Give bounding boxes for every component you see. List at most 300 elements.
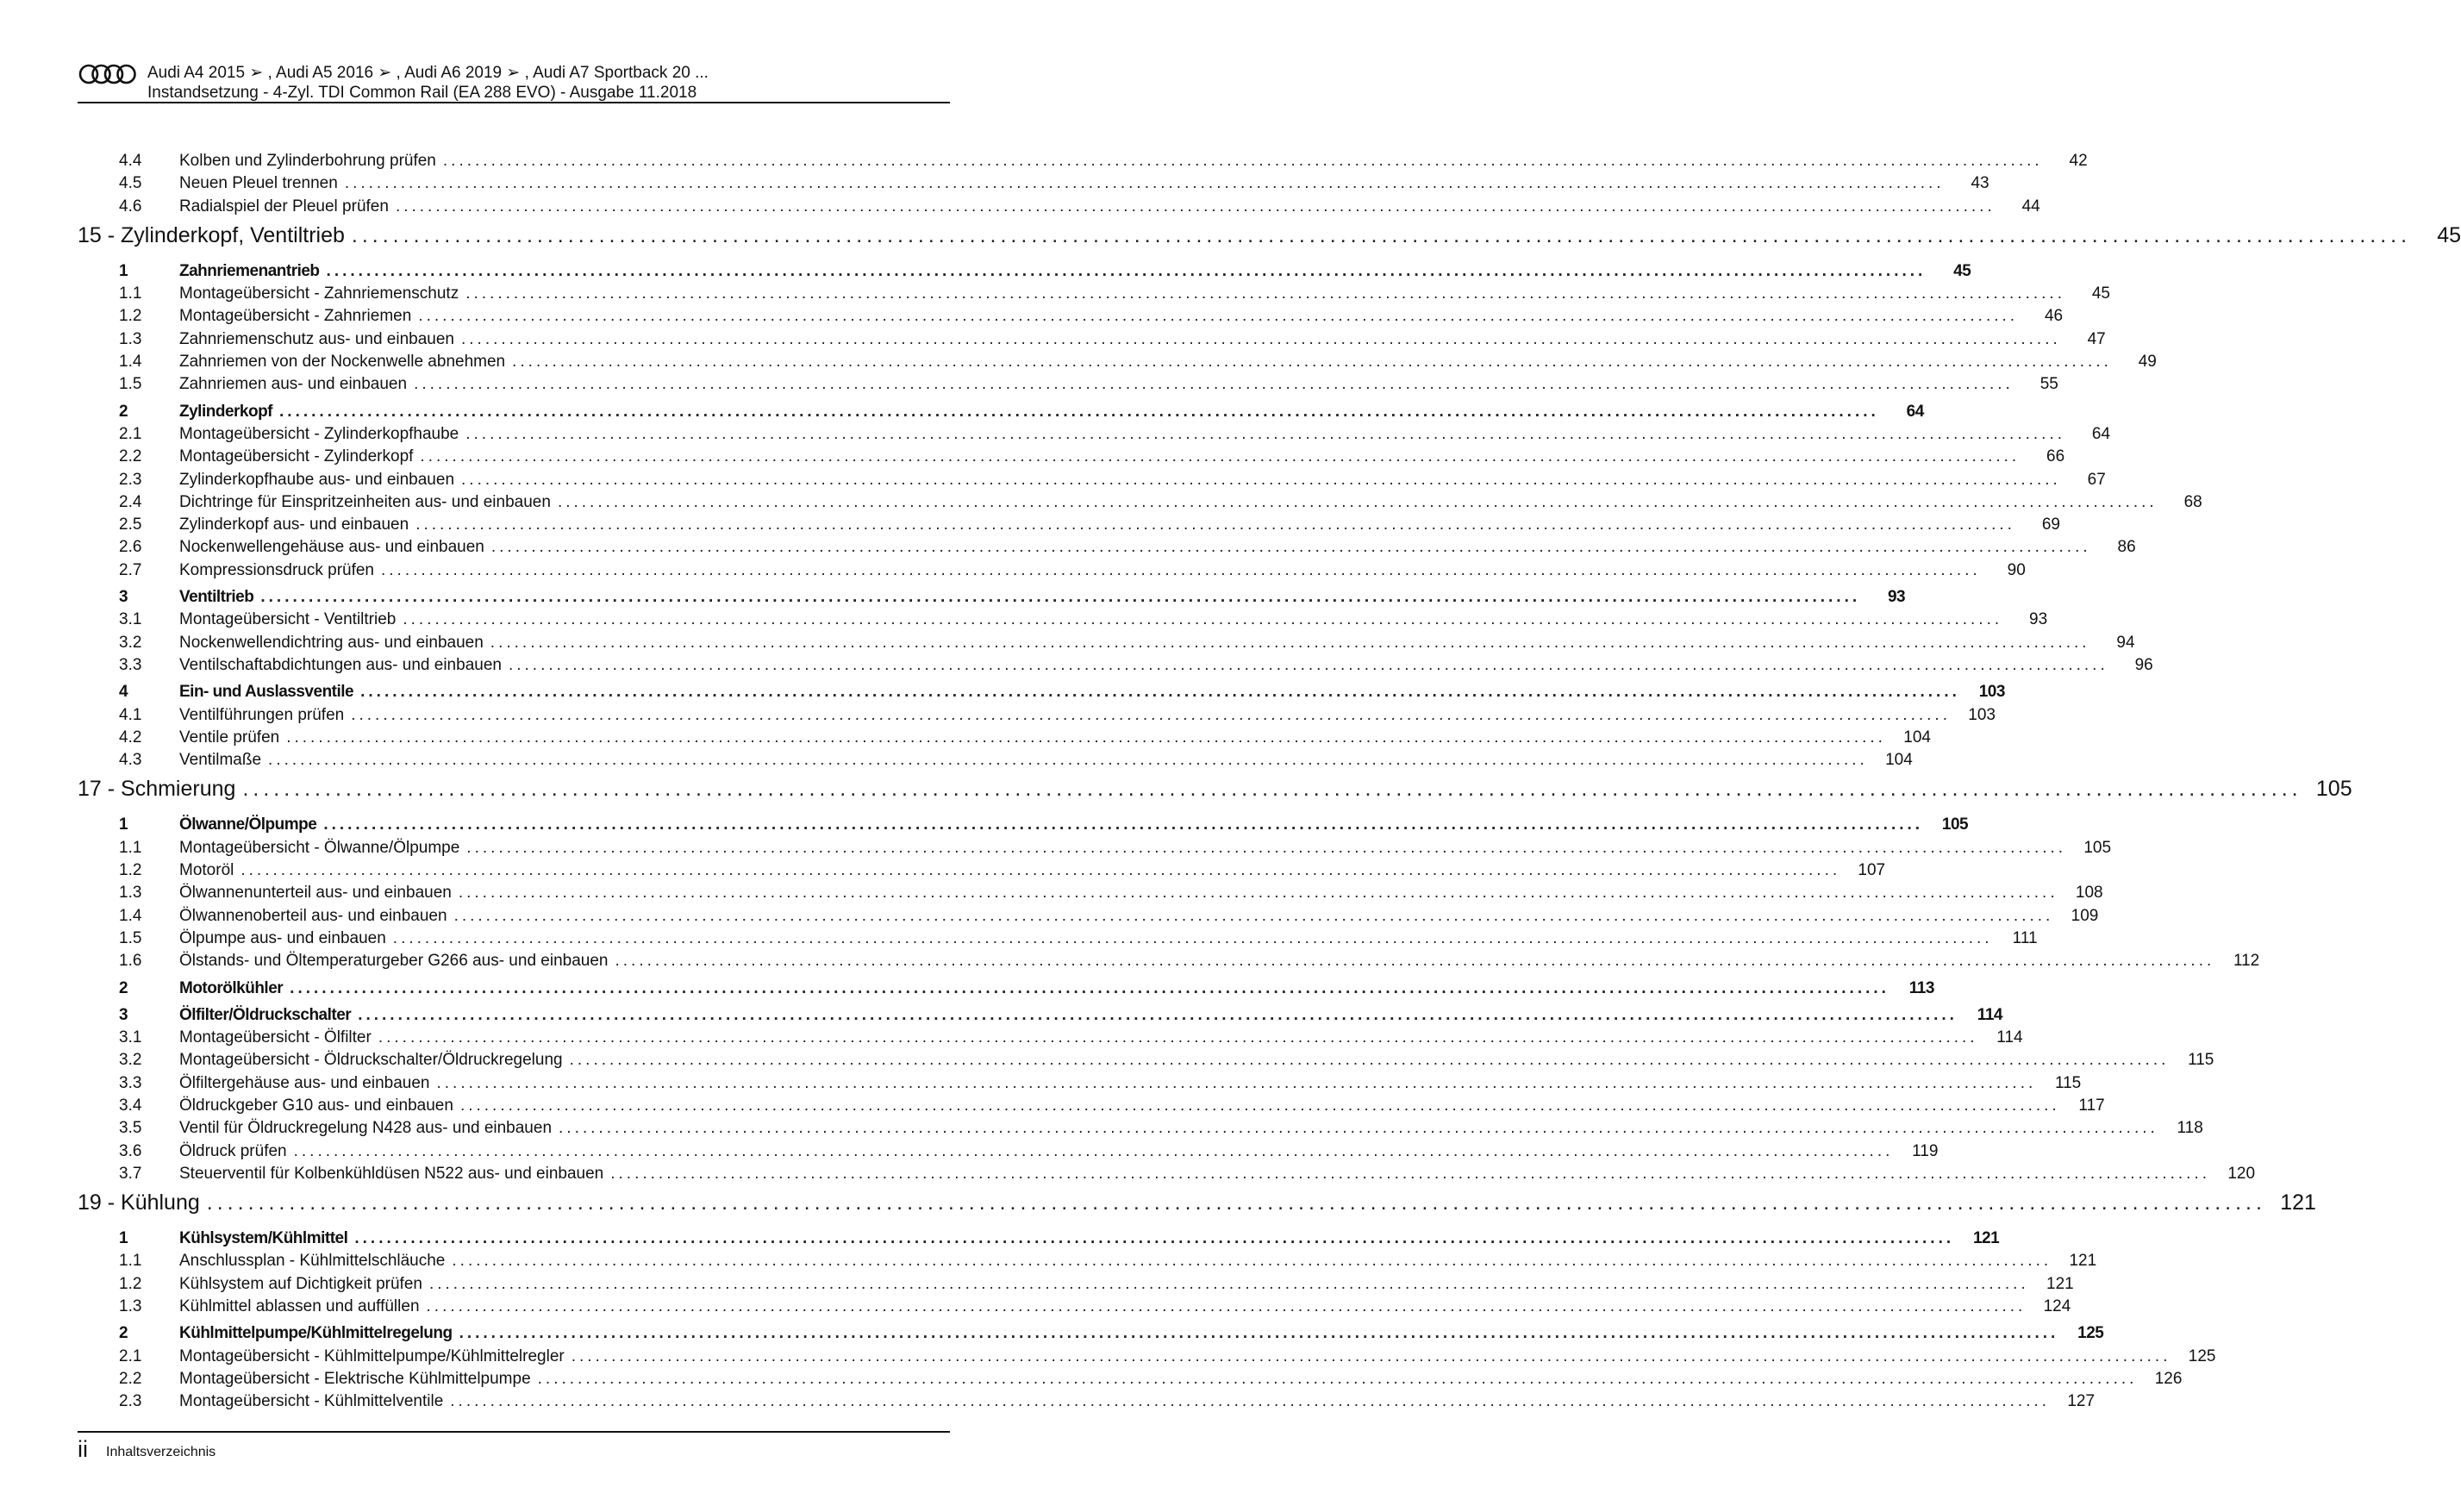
toc-page-number: 127 [2067, 1392, 2096, 1411]
toc-number: 2.3 [119, 470, 142, 489]
toc-dot-leader: ........................................................................................................................................................................................................ [326, 261, 1927, 280]
toc-title: 17 - Schmierung [78, 777, 242, 802]
toc-entry[interactable] [78, 515, 2060, 538]
toc-dot-leader: ........................................................................................................................................................................................................ [465, 284, 2065, 303]
toc-number: 1.4 [119, 906, 142, 925]
toc-entry[interactable] [78, 884, 2103, 906]
toc-number: 1.5 [119, 375, 142, 394]
toc-title: Neuen Pleuel trennen [179, 174, 345, 193]
toc-leader [179, 1274, 2074, 1294]
toc-dot-leader: ........................................................................................................................................................................................................ [240, 861, 1841, 880]
toc-dot-leader: ........................................................................................................................................................................................................ [418, 307, 2019, 326]
toc-number: 2.4 [119, 492, 142, 511]
toc-entry[interactable] [78, 1392, 2096, 1415]
toc-title: Zahnriemen von der Nockenwelle abnehmen [179, 353, 512, 372]
toc-page-number: 121 [2046, 1274, 2074, 1293]
toc-number: 1.2 [119, 861, 142, 880]
toc-page-number: 107 [1858, 861, 1886, 880]
toc-entry[interactable] [78, 1274, 2074, 1297]
toc-number: 2.1 [119, 424, 142, 443]
toc-page-number: 45 [2437, 222, 2461, 247]
toc-number: 3.4 [119, 1096, 142, 1115]
toc-number: 3.1 [119, 610, 142, 629]
toc-dot-leader: ........................................................................................................................................................................................................ [260, 588, 1861, 607]
toc-entry[interactable] [78, 1141, 1939, 1165]
toc-number: 2.1 [119, 1346, 142, 1365]
toc-title: Motoröl [179, 861, 240, 880]
toc-entry[interactable] [78, 655, 2153, 678]
toc-leader [179, 1392, 2096, 1411]
toc-leader [179, 152, 2088, 171]
toc-dot-leader: ........................................................................................................................................................................................................ [242, 777, 2302, 802]
toc-page-number: 112 [2233, 952, 2260, 971]
toc-title: Zahnriemenschutz aus- und einbauen [179, 330, 461, 349]
toc-entry[interactable] [78, 538, 2136, 560]
toc-leader [179, 307, 2064, 326]
toc-number: 2 [119, 402, 128, 421]
toc-number: 4.5 [119, 174, 142, 193]
toc-dot-leader: ........................................................................................................................................................................................................ [286, 728, 1886, 747]
toc-entry[interactable] [78, 1164, 2256, 1187]
toc-page-number: 113 [1908, 978, 1934, 997]
toc-leader [179, 492, 2202, 512]
toc-dot-leader: ........................................................................................................................................................................................................ [508, 655, 2108, 674]
toc-title: Ölwannenoberteil aus- und einbauen [179, 907, 454, 926]
toc-title: Zahnriemen aus- und einbauen [179, 375, 414, 394]
toc-leader [179, 1073, 2082, 1093]
toc-leader [78, 777, 2352, 802]
toc-page-number: 109 [2071, 906, 2099, 925]
toc-title: Nockenwellendichtring aus- und einbauen [179, 634, 490, 653]
toc-number: 3.1 [119, 1028, 142, 1047]
toc-dot-leader: ........................................................................................................................................................................................................ [290, 978, 1889, 997]
toc-title: Kühlmittelpumpe/Kühlmittelregelung [179, 1324, 459, 1343]
toc-page-number: 126 [2154, 1369, 2183, 1388]
toc-page-number: 121 [2069, 1252, 2097, 1271]
toc-entry[interactable] [78, 610, 2048, 633]
toc-leader [179, 1164, 2256, 1184]
toc-entry[interactable] [78, 1096, 2105, 1119]
toc-leader [179, 1119, 2203, 1138]
toc-title: Ölwannenunterteil aus- und einbauen [179, 884, 459, 903]
toc-title: Nockenwellengehäuse aus- und einbauen [179, 538, 491, 557]
toc-title: Dichtringe für Einspritzeinheiten aus- und einbauen [179, 493, 558, 512]
toc-title: Montageübersicht - Kühlmittelventile [179, 1392, 450, 1411]
toc-leader [179, 1324, 2104, 1343]
toc-dot-leader: ........................................................................................................................................................................................................ [571, 1346, 2171, 1365]
toc-leader [179, 174, 1989, 193]
toc-dot-leader: ........................................................................................................................................................................................................ [465, 424, 2066, 443]
toc-leader [179, 329, 2106, 349]
toc-section[interactable] [78, 261, 1971, 284]
toc-leader [179, 447, 2065, 466]
toc-number: 3.7 [119, 1164, 142, 1183]
toc-section[interactable] [78, 402, 1924, 425]
toc-dot-leader: ........................................................................................................................................................................................................ [354, 1229, 1955, 1248]
toc-page-number: 43 [1971, 174, 1989, 193]
footer-rule [78, 1431, 950, 1433]
toc-number: 3.2 [119, 1051, 142, 1070]
toc-page-number: 90 [2007, 560, 2026, 579]
toc-leader [179, 353, 2157, 372]
toc-page-number: 115 [2054, 1073, 2082, 1092]
toc-leader [179, 1096, 2105, 1115]
footer-page-number: ii [78, 1436, 88, 1462]
toc-number: 4.4 [119, 152, 142, 170]
toc-entry[interactable] [78, 197, 2040, 220]
toc-dot-leader: ........................................................................................................................................................................................................ [459, 1096, 2060, 1115]
toc-leader [179, 815, 1969, 834]
toc-leader [179, 884, 2103, 903]
toc-number: 4 [119, 683, 128, 702]
toc-page-number: 103 [1968, 705, 1996, 724]
toc-dot-leader: ........................................................................................................................................................................................................ [360, 683, 1960, 702]
toc-entry[interactable] [78, 1346, 2216, 1370]
toc-page-number: 49 [2138, 353, 2157, 372]
toc-dot-leader: ........................................................................................................................................................................................................ [268, 751, 1868, 770]
toc-page-number: 104 [1885, 751, 1913, 770]
toc-dot-leader: ........................................................................................................................................................................................................ [279, 402, 1879, 421]
toc-dot-leader: ........................................................................................................................................................................................................ [351, 705, 1951, 724]
toc-dot-leader: ........................................................................................................................................................................................................ [490, 538, 2091, 557]
toc-leader [179, 906, 2099, 926]
toc-page-number: 45 [1953, 261, 1971, 280]
toc-number: 1.3 [119, 884, 142, 903]
toc-page-number: 44 [2021, 197, 2040, 216]
toc-dot-leader: ........................................................................................................................................................................................................ [415, 515, 2015, 534]
toc-entry[interactable] [78, 1252, 2097, 1274]
toc-dot-leader: ........................................................................................................................................................................................................ [537, 1369, 2138, 1388]
toc-dot-leader: ........................................................................................................................................................................................................ [344, 174, 1945, 193]
toc-leader [179, 375, 2058, 394]
toc-title: Montageübersicht - Ventiltrieb [179, 610, 403, 629]
toc-entry[interactable] [78, 492, 2202, 515]
toc-dot-leader: ........................................................................................................................................................................................................ [395, 197, 1996, 216]
toc-entry[interactable] [78, 928, 2038, 952]
toc-page-number: 93 [2029, 610, 2048, 629]
toc-title: Kompressionsdruck prüfen [179, 561, 381, 580]
toc-page-number: 121 [1972, 1229, 2000, 1248]
toc-number: 4.3 [119, 751, 142, 770]
toc-dot-leader: ........................................................................................................................................................................................................ [403, 610, 2003, 629]
toc-dot-leader: ........................................................................................................................................................................................................ [453, 906, 2054, 925]
toc-number: 4.1 [119, 705, 142, 724]
toc-page-number: 105 [2083, 838, 2112, 857]
footer-label: Inhaltsverzeichnis [106, 1445, 216, 1459]
toc-dot-leader: ........................................................................................................................................................................................................ [450, 1392, 2051, 1411]
toc-dot-leader: ........................................................................................................................................................................................................ [351, 222, 2412, 247]
toc-number: 1.1 [119, 1252, 142, 1271]
toc-leader [179, 588, 1906, 607]
toc-page-number: 68 [2183, 492, 2202, 511]
toc-leader [179, 1051, 2214, 1070]
toc-page-number: 93 [1887, 588, 1906, 607]
toc-number: 4.6 [119, 197, 142, 216]
toc-dot-leader: ........................................................................................................................................................................................................ [569, 1051, 2170, 1070]
toc-entry[interactable] [78, 728, 1931, 751]
toc-dot-leader: ........................................................................................................................................................................................................ [512, 353, 2112, 372]
toc-entry[interactable] [78, 1119, 2203, 1141]
toc-section[interactable] [78, 1229, 2000, 1252]
toc-entry[interactable] [78, 751, 1913, 773]
toc-number: 1.4 [119, 353, 142, 372]
toc-entry[interactable] [78, 1369, 2183, 1392]
toc-leader [179, 515, 2060, 534]
toc-chapter[interactable] [78, 222, 2461, 258]
toc-leader [179, 1297, 2071, 1316]
header-subtitle: Instandsetzung - 4-Zyl. TDI Common Rail (EA 288 EVO) - Ausgabe 11.2018 [147, 84, 697, 102]
toc-page-number: 118 [2177, 1119, 2203, 1138]
toc-dot-leader: ........................................................................................................................................................................................................ [459, 1324, 2059, 1343]
toc-number: 1.5 [119, 928, 142, 947]
toc-title: Ventile prüfen [179, 728, 286, 747]
toc-title: Kühlsystem auf Dichtigkeit prüfen [179, 1275, 429, 1294]
toc-page-number: 69 [2041, 515, 2060, 534]
toc-leader [179, 1005, 2002, 1025]
toc-number: 2.2 [119, 1369, 142, 1388]
toc-title: Ölfiltergehäuse aus- und einbauen [179, 1074, 436, 1093]
toc-number: 1.1 [119, 284, 142, 303]
toc-number: 2.2 [119, 447, 142, 466]
toc-dot-leader: ........................................................................................................................................................................................................ [358, 1005, 1958, 1024]
toc-title: 15 - Zylinderkopf, Ventiltrieb [78, 223, 352, 248]
toc-entry[interactable] [78, 307, 2064, 329]
toc-number: 1.3 [119, 1297, 142, 1316]
toc-chapter[interactable] [78, 777, 2352, 811]
toc-title: Ölpumpe aus- und einbauen [179, 929, 393, 948]
toc-title: Montageübersicht - Zahnriemenschutz [179, 284, 465, 303]
toc-page-number: 45 [2091, 284, 2110, 303]
toc-section[interactable] [78, 815, 1969, 838]
toc-page-number: 42 [2069, 152, 2088, 170]
toc-dot-leader: ........................................................................................................................................................................................................ [426, 1297, 2027, 1316]
toc-entry[interactable] [78, 906, 2099, 929]
toc-leader [179, 1229, 2000, 1248]
toc-leader [179, 284, 2110, 303]
toc-number: 3 [119, 588, 128, 607]
toc-title: 19 - Kühlung [78, 1190, 207, 1215]
toc-title: Kühlsystem/Kühlmittel [179, 1229, 354, 1248]
toc-number: 1.2 [119, 307, 142, 326]
toc-title: Montageübersicht - Zahnriemen [179, 307, 418, 326]
toc-title: Anschlussplan - Kühlmittelschläuche [179, 1252, 452, 1271]
toc-page-number: 105 [1941, 815, 1969, 834]
toc-dot-leader: ........................................................................................................................................................................................................ [458, 884, 2058, 903]
toc-number: 2 [119, 1324, 128, 1343]
toc-number: 2 [119, 978, 128, 997]
toc-title: Zylinderkopfhaube aus- und einbauen [179, 471, 461, 490]
toc-dot-leader: ........................................................................................................................................................................................................ [420, 447, 2021, 466]
toc-title: Ein- und Auslassventile [179, 683, 360, 702]
toc-dot-leader: ........................................................................................................................................................................................................ [414, 375, 2014, 394]
toc-entry[interactable] [78, 424, 2111, 447]
toc-title: Ölfilter/Öldruckschalter [179, 1006, 358, 1025]
toc-number: 2.6 [119, 538, 142, 557]
toc-leader [179, 1252, 2097, 1271]
toc-number: 3.3 [119, 1073, 142, 1092]
toc-leader [179, 633, 2135, 653]
toc-page-number: 114 [1977, 1005, 2002, 1024]
toc-dot-leader: ........................................................................................................................................................................................................ [323, 815, 1924, 834]
toc-title: Steuerventil für Kolbenkühldüsen N522 aus- und einbauen [179, 1165, 610, 1184]
toc-section[interactable] [78, 683, 2005, 705]
toc-title: Motorölkühler [179, 979, 290, 998]
toc-entry[interactable] [78, 447, 2065, 470]
toc-entry[interactable] [78, 375, 2058, 397]
toc-number: 3.5 [119, 1119, 142, 1138]
toc-title: Montageübersicht - Ölwanne/Ölpumpe [179, 839, 466, 858]
toc-leader [179, 560, 2026, 580]
toc-dot-leader: ........................................................................................................................................................................................................ [378, 1028, 1978, 1047]
toc-title: Montageübersicht - Zylinderkopfhaube [179, 425, 465, 444]
toc-leader [179, 952, 2260, 971]
toc-page-number: 55 [2039, 375, 2058, 394]
toc-leader [179, 424, 2111, 444]
toc-dot-leader: ........................................................................................................................................................................................................ [461, 470, 2061, 489]
toc-entry[interactable] [78, 152, 2088, 174]
toc-page-number: 115 [2188, 1051, 2214, 1070]
toc-title: Montageübersicht - Zylinderkopf [179, 447, 420, 466]
toc-entry[interactable] [78, 329, 2106, 353]
toc-title: Kühlmittel ablassen und auffüllen [179, 1297, 427, 1316]
toc-entry[interactable] [78, 952, 2260, 974]
toc-page-number: 124 [2043, 1297, 2071, 1316]
toc-number: 3.3 [119, 655, 142, 674]
toc-title: Zahnriemenantrieb [179, 262, 327, 281]
toc-page-number: 114 [1996, 1028, 2023, 1047]
toc-page-number: 125 [2077, 1324, 2104, 1343]
table-of-contents [78, 152, 2461, 1415]
toc-leader [179, 655, 2153, 675]
toc-entry[interactable] [78, 1297, 2071, 1320]
toc-number: 3 [119, 1005, 128, 1024]
toc-leader [179, 705, 1996, 725]
toc-dot-leader: ........................................................................................................................................................................................................ [442, 152, 2043, 170]
header-rule [78, 102, 950, 103]
toc-leader [179, 1369, 2183, 1389]
toc-title: Montageübersicht - Öldruckschalter/Öldruckregelung [179, 1051, 570, 1070]
toc-page-number: 64 [1906, 402, 1924, 421]
toc-dot-leader: ........................................................................................................................................................................................................ [293, 1141, 1894, 1160]
toc-title: Ventilführungen prüfen [179, 706, 351, 725]
toc-title: Öldruck prüfen [179, 1142, 294, 1161]
toc-leader [179, 861, 1886, 880]
toc-leader [179, 728, 1931, 747]
toc-entry[interactable] [78, 1051, 2214, 1073]
toc-number: 3.6 [119, 1141, 142, 1160]
toc-leader [78, 1190, 2316, 1215]
toc-dot-leader: ........................................................................................................................................................................................................ [436, 1073, 2037, 1092]
toc-entry[interactable] [78, 1028, 2023, 1051]
toc-page-number: 104 [1903, 728, 1931, 747]
toc-leader [179, 1028, 2023, 1047]
toc-number: 1.2 [119, 1274, 142, 1293]
toc-entry[interactable] [78, 861, 1886, 884]
toc-page-number: 108 [2075, 884, 2103, 903]
toc-leader [78, 222, 2461, 248]
toc-section[interactable] [78, 978, 1934, 1002]
toc-dot-leader: ........................................................................................................................................................................................................ [452, 1252, 2052, 1271]
toc-leader [179, 402, 1924, 422]
toc-number: 1 [119, 261, 128, 280]
toc-leader [179, 838, 2112, 858]
toc-title: Zylinderkopf aus- und einbauen [179, 515, 415, 534]
toc-leader [179, 1346, 2216, 1366]
toc-leader [179, 683, 2005, 702]
toc-title: Öldruckgeber G10 aus- und einbauen [179, 1097, 460, 1115]
toc-chapter[interactable] [78, 1190, 2316, 1225]
toc-number: 3.2 [119, 633, 142, 652]
toc-section[interactable] [78, 588, 1906, 610]
toc-number: 2.5 [119, 515, 142, 534]
toc-page-number: 103 [1978, 683, 2005, 702]
toc-entry[interactable] [78, 838, 2112, 861]
toc-entry[interactable] [78, 560, 2026, 584]
audi-rings-logo [78, 62, 138, 86]
toc-page-number: 96 [2134, 655, 2153, 674]
toc-entry[interactable] [78, 633, 2135, 656]
toc-leader [179, 928, 2038, 948]
toc-title: Zylinderkopf [179, 403, 279, 422]
toc-page-number: 121 [2280, 1190, 2316, 1215]
toc-leader [179, 978, 1934, 998]
toc-number: 1 [119, 815, 128, 834]
toc-page-number: 46 [2044, 307, 2064, 326]
toc-number: 1.6 [119, 952, 142, 971]
toc-leader [179, 1141, 1939, 1161]
toc-leader [179, 538, 2136, 557]
toc-title: Ventil für Öldruckregelung N428 aus- und einbauen [179, 1119, 559, 1138]
toc-title: Ölwanne/Ölpumpe [179, 815, 323, 834]
toc-leader [179, 751, 1913, 770]
toc-page-number: 119 [1912, 1141, 1939, 1160]
toc-dot-leader: ........................................................................................................................................................................................................ [460, 329, 2061, 348]
toc-dot-leader: ........................................................................................................................................................................................................ [206, 1190, 2266, 1215]
toc-number: 1.3 [119, 329, 142, 348]
toc-page-number: 105 [2315, 777, 2352, 802]
toc-section[interactable] [78, 1005, 2002, 1028]
toc-page-number: 94 [2116, 633, 2135, 652]
toc-page-number: 47 [2087, 329, 2106, 348]
toc-page-number: 120 [2227, 1164, 2256, 1183]
toc-dot-leader: ........................................................................................................................................................................................................ [381, 560, 1981, 579]
toc-entry[interactable] [78, 353, 2157, 375]
header-models: Audi A4 2015 ➢ , Audi A5 2016 ➢ , Audi A6 2019 ➢ , Audi A7 Sportback 20 ... [147, 64, 709, 82]
toc-number: 1.1 [119, 838, 142, 857]
toc-title: Ventiltrieb [179, 588, 260, 607]
toc-title: Ölstands- und Öltemperaturgeber G266 aus- und einbauen [179, 952, 615, 971]
toc-number: 1 [119, 1229, 128, 1248]
toc-section[interactable] [78, 1324, 2104, 1346]
toc-entry[interactable] [78, 705, 1996, 728]
toc-page-number: 64 [2091, 424, 2111, 443]
toc-dot-leader: ........................................................................................................................................................................................................ [557, 492, 2158, 511]
toc-dot-leader: ........................................................................................................................................................................................................ [615, 952, 2215, 971]
toc-dot-leader: ........................................................................................................................................................................................................ [610, 1164, 2211, 1183]
toc-page-number: 67 [2087, 470, 2106, 489]
toc-number: 4.2 [119, 728, 142, 747]
toc-entry[interactable] [78, 1073, 2082, 1097]
toc-page-number: 117 [2078, 1096, 2105, 1115]
toc-number: 2.7 [119, 560, 142, 579]
toc-page-number: 125 [2188, 1346, 2216, 1365]
toc-title: Radialspiel der Pleuel prüfen [179, 197, 396, 216]
toc-entry[interactable] [78, 470, 2106, 493]
toc-entry[interactable] [78, 174, 1989, 197]
toc-dot-leader: ........................................................................................................................................................................................................ [392, 928, 1993, 947]
toc-entry[interactable] [78, 284, 2110, 307]
toc-page-number: 111 [2012, 928, 2038, 947]
